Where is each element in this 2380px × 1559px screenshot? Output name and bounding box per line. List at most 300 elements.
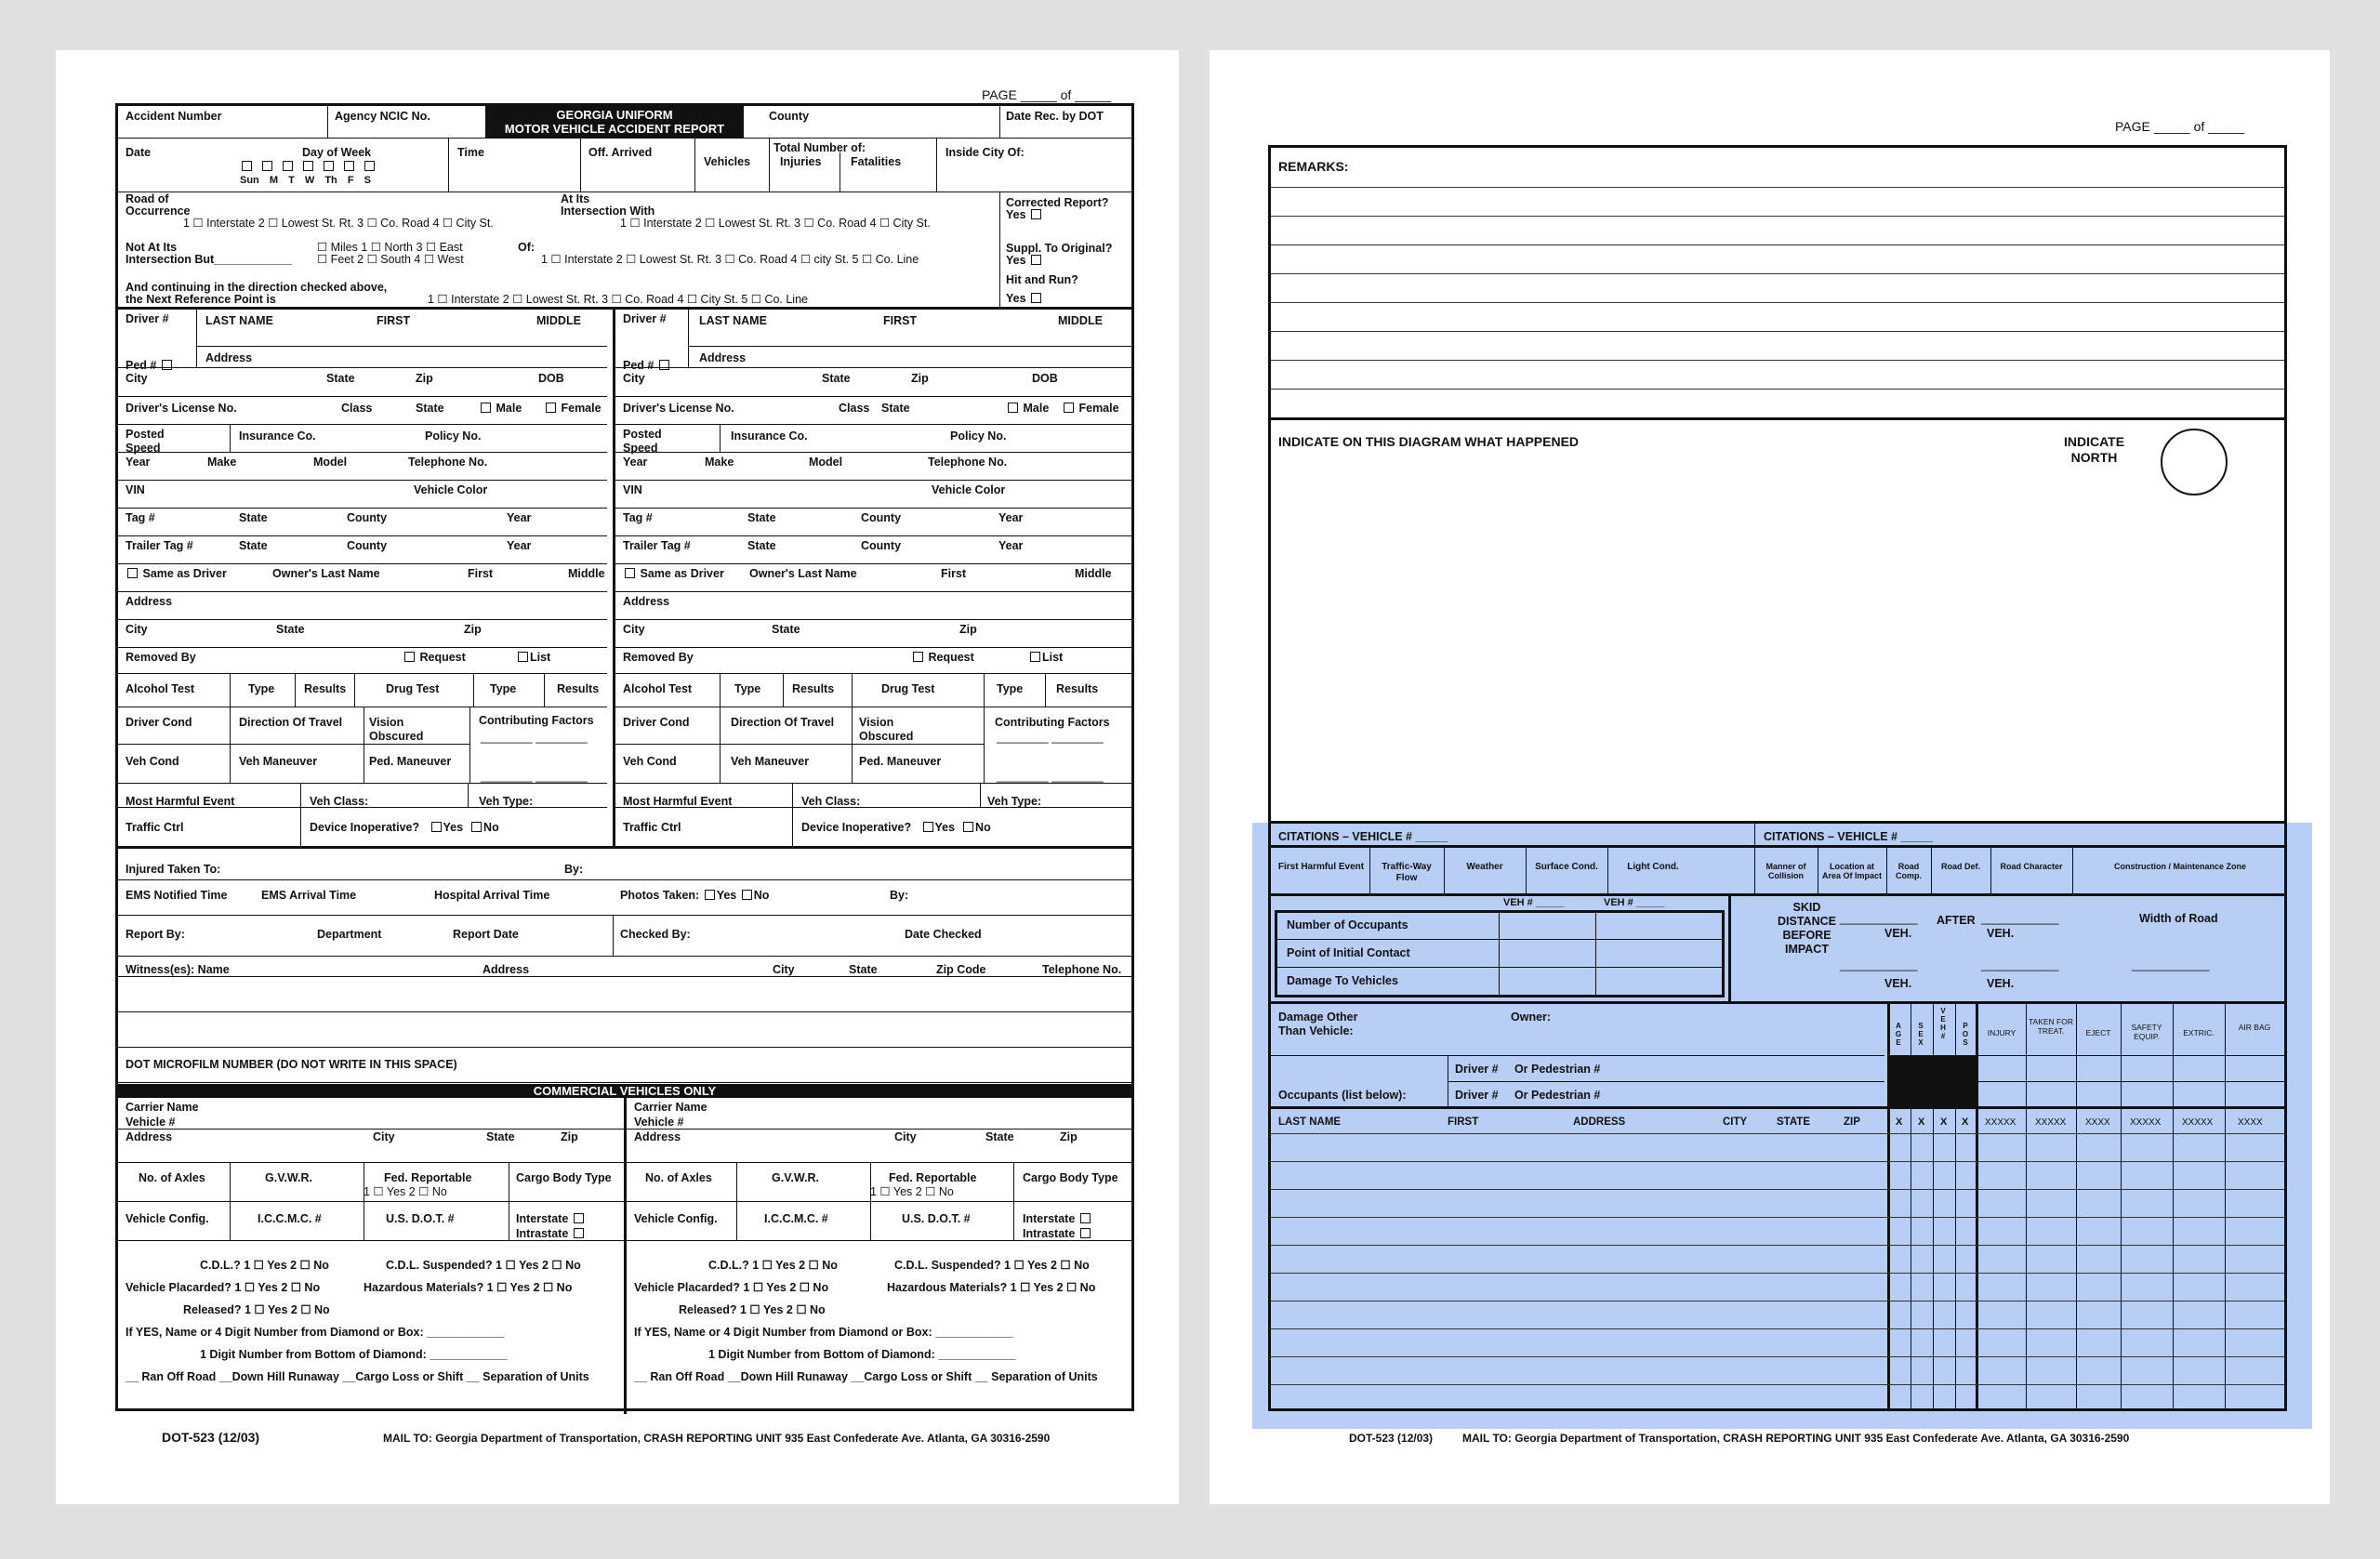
continuing-label: And continuing in the direction checked above, [126,281,388,294]
mail-to-address: MAIL TO: Georgia Department of Transportation, CRASH REPORTING UNIT 935 East Confederate Ave. Atlanta, GA 30316-2590 [1462,1432,2130,1445]
suppl-yes[interactable]: Yes [1006,254,1043,268]
form-title-line2: MOTOR VEHICLE ACCIDENT REPORT [504,122,725,136]
skid-veh-label-2: VEH. [1987,927,2015,940]
carrier-state-label: State [985,1130,1014,1143]
veh-num-2: VEH # _____ [1604,897,1665,908]
county-label: County [769,110,810,123]
usdot-label: U.S. D.O.T. # [902,1212,971,1225]
eject-header: EJECT [2085,1028,2111,1037]
checked-by-label: Checked By: [620,928,691,941]
trailer-county-label: County [861,539,902,552]
cdl-options[interactable]: C.D.L.? 1 ☐ Yes 2 ☐ No [708,1259,838,1272]
same-as-driver-checkbox[interactable]: Same as Driver [623,567,724,581]
intrastate-checkbox[interactable]: Intrastate [516,1227,586,1241]
injury-x: XXXXX [1985,1117,2016,1128]
commercial-left [118,106,624,1414]
time-label: Time [457,146,484,159]
tag-label: Tag # [126,511,155,524]
witness-phone-label: Telephone No. [1042,963,1122,976]
veh-x: X [1940,1116,1948,1128]
veh-num-header: V E H # [1940,1007,1946,1040]
report-page-2 [1210,50,2330,1504]
drug-test-label: Drug Test [386,682,440,695]
carrier-zip-label: Zip [561,1130,578,1143]
gvwr-label: G.V.W.R. [772,1171,819,1184]
drug-type-label: Type [997,682,1024,695]
not-at-its-label: Not At Its [126,241,178,254]
alcohol-test-label: Alcohol Test [623,682,693,695]
accident-number-label: Accident Number [126,110,222,123]
witness-address-label: Address [483,963,530,976]
owner-city-label: City [126,623,148,636]
of-label: Of: [518,241,536,254]
tag-state-label: State [747,511,776,524]
remarks-label: REMARKS: [1278,159,1349,174]
skid-veh-label-4: VEH. [1987,977,2015,990]
ems-notified-label: EMS Notified Time [126,889,228,902]
tag-year-label: Year [507,511,532,524]
trailer-state-label: State [747,539,776,552]
diamond-number-field[interactable]: If YES, Name or 4 Digit Number from Diamond or Box: ____________ [634,1326,1013,1339]
veh-type-label: Veh Type: [479,795,534,808]
occupants-list-label: Occupants (list below): [1278,1089,1407,1102]
vehicle-color-label: Vehicle Color [932,483,1006,496]
at-its-label: At Its [561,192,590,205]
page-number-label: PAGE _____ of _____ [982,87,1112,102]
injury-header: INJURY [1987,1028,2016,1037]
owner-first-label: First [941,567,967,580]
model-label: Model [809,456,843,469]
corrected-yes[interactable]: Yes [1006,208,1043,222]
light-cond-header: Light Cond. [1627,862,1679,872]
witness-zip-label: Zip Code [936,963,986,976]
posted-speed-label: Posted Speed [623,428,662,455]
diagram-instructions: INDICATE ON THIS DIAGRAM WHAT HAPPENED [1278,434,1580,449]
witness-name-label: Witness(es): Name [126,963,230,976]
road-comp-header: Road Comp. [1896,862,1922,881]
vehicle-num-label: Vehicle # [126,1116,176,1129]
carrier-name-label: Carrier Name [634,1101,707,1114]
telephone-label: Telephone No. [928,456,1008,469]
driver-cond-label: Driver Cond [126,716,192,729]
manner-collision-header: Manner of Collision [1765,862,1806,881]
injured-by-label: By: [564,863,584,876]
zip-label: Zip [911,372,929,385]
contributing-factors-label: Contributing Factors [995,716,1110,729]
driver-num-2: Driver # Or Pedestrian # [1455,1089,1601,1102]
commercial-right [627,106,1134,1414]
middle-name-label: MIDDLE [1058,314,1103,327]
safety-equip-header: SAFETY EQUIP. [2131,1023,2162,1041]
inside-city-label: Inside City Of: [945,146,1025,159]
hit-run-yes[interactable]: Yes [1006,292,1043,306]
mail-to-address: MAIL TO: Georgia Department of Transportation, CRASH REPORTING UNIT 935 East Confederate Ave. Atlanta, GA 30316-2590 [383,1432,1051,1445]
alcohol-type-label: Type [248,682,275,695]
one-digit-field[interactable]: 1 Digit Number from Bottom of Diamond: ____________ [708,1348,1016,1361]
license-state-label: State [881,402,910,415]
hospital-arrival-label: Hospital Arrival Time [434,889,550,902]
vehicle-config-label: Vehicle Config. [634,1212,718,1225]
report-by-label: Report By: [126,928,185,941]
male-checkbox[interactable]: Male [479,402,522,416]
damage-other-label: Damage Other Than Vehicle: [1278,1011,1358,1037]
department-label: Department [317,928,382,941]
skid-distance-label: SKID DISTANCE BEFORE IMPACT [1778,901,1836,956]
one-digit-field[interactable]: 1 Digit Number from Bottom of Diamond: ____________ [200,1348,508,1361]
sex-x: X [1918,1116,1925,1128]
off-arrived-label: Off. Arrived [588,146,653,159]
carrier-state-label: State [486,1130,515,1143]
remarks-diagram-form: REMARKS: INDICATE ON THIS DIAGRAM WHAT HAPPENED INDICATE NORTH CITATIONS – VEHICLE # _____ CITATIONS – VEHICLE # _____ First Harmful Event Traffic-Way Flow Weather Surface Cond. Light Cond. Manner of Collision Location at Area Of Impact Road Comp. Road Def. Road Character Construction / Maintenance Zone VEH # _____ VEH # _____ Number of Occupants Point of Initial Contact Damage To Vehicles SKID DISTANCE BEFORE IMPACT ____________ AFTER ____________ VEH. VEH. Width of Road ____________ ____________ ____________ VEH. VEH. Damage Other Than Vehicle: Owner: Driver # Or Pedestrian # Occupants (list below): Driver # Or Pedestrian # A G E S E X V E H # P O S INJURY TAKEN FOR TREAT. EJECT SAFETY EQUIP. EXTRIC. AIR BAG LAST NAME FIRST ADDRESS CITY STATE ZIP X X X X XXXXX XXXXX XXXX XXXXX XXXXX XXXX [1268,145,2287,1411]
dob-label: DOB [538,372,564,385]
vehicle-color-label: Vehicle Color [414,483,488,496]
list-checkbox[interactable]: List [1028,651,1063,665]
female-checkbox[interactable]: Female [1062,402,1119,416]
interstate-checkbox[interactable]: Interstate [516,1212,586,1226]
iccmc-label: I.C.C.M.C. # [764,1212,828,1225]
fed-reportable-label: Fed. Reportable [889,1171,977,1184]
driver-num-label: Driver # [623,312,667,325]
owner-state-label: State [772,623,800,636]
pos-x: X [1962,1116,1969,1128]
air-bag-header: AIR BAG [2238,1023,2271,1032]
device-inoperative-label[interactable]: Device Inoperative? Yes No [801,821,991,834]
state-label: State [822,372,851,385]
of-type-options[interactable]: 1 ☐ Interstate 2 ☐ Lowest St. Rt. 3 ☐ Co. Road 4 ☐ city St. 5 ☐ Co. Line [541,253,919,266]
alcohol-type-label: Type [734,682,761,695]
photos-by-label: By: [890,889,909,902]
telephone-label: Telephone No. [408,456,488,469]
tag-county-label: County [347,511,388,524]
trailer-year-label: Year [507,539,532,552]
driver-num-1: Driver # Or Pedestrian # [1455,1063,1601,1076]
most-harmful-label: Most Harmful Event [623,795,733,808]
license-label: Driver's License No. [126,402,237,415]
ped-num-checkbox[interactable]: Ped # [623,359,671,373]
total-number-label: Total Number of: [774,141,866,154]
tag-state-label: State [239,511,268,524]
owner-middle-label: Middle [1075,567,1112,580]
date-rec-label: Date Rec. by DOT [1006,110,1104,123]
ped-maneuver-label: Ped. Maneuver [859,755,942,768]
report-page-1 [56,50,1179,1504]
request-checkbox[interactable]: Request [403,651,466,665]
owner-address-label: Address [623,595,670,608]
point-contact-label: Point of Initial Contact [1287,946,1410,959]
trailer-year-label: Year [998,539,1024,552]
trailer-county-label: County [347,539,388,552]
intersection-but-label: Intersection But____________ [126,253,292,266]
veh-num-1: VEH # _____ [1503,897,1565,908]
license-label: Driver's License No. [623,402,734,415]
posted-speed-label: Posted Speed [126,428,165,455]
trailer-tag-label: Trailer Tag # [623,539,691,552]
commercial-banner: COMMERCIAL VEHICLES ONLY [118,1084,1131,1098]
first-name-label: FIRST [377,314,411,327]
contributing-factors-label: Contributing Factors [479,714,594,727]
safety-x: XXXXX [2130,1117,2162,1128]
sex-header: S E X [1918,1022,1924,1047]
axles-label: No. of Axles [139,1171,205,1184]
traffic-ctrl-label: Traffic Ctrl [126,821,184,834]
device-inoperative-label[interactable]: Device Inoperative? Yes No [310,821,499,834]
ems-arrival-label: EMS Arrival Time [261,889,357,902]
hit-and-run-label: Hit and Run? [1006,273,1078,286]
photos-taken-checkboxes[interactable]: Photos Taken: Yes No [620,889,770,902]
surface-cond-header: Surface Cond. [1535,862,1598,872]
taken-x: XXXXX [2035,1117,2067,1128]
occ-state-header: STATE [1777,1116,1810,1128]
runoff-options[interactable]: __ Ran Off Road __Down Hill Runaway __Cargo Loss or Shift __ Separation of Units [634,1370,1098,1383]
weather-header: Weather [1466,862,1503,872]
removed-by-label: Removed By [623,651,694,664]
license-state-label: State [416,402,444,415]
released-options[interactable]: Released? 1 ☐ Yes 2 ☐ No [679,1303,826,1316]
date-checked-label: Date Checked [905,928,982,941]
direction-travel-label: Direction Of Travel [239,716,343,729]
occ-city-header: CITY [1723,1116,1748,1128]
width-road-label: Width of Road [2139,912,2218,925]
address-label: Address [699,351,747,364]
direction-travel-label: Direction Of Travel [731,716,835,729]
city-label: City [126,372,148,385]
placarded-options[interactable]: Vehicle Placarded? 1 ☐ Yes 2 ☐ No [634,1281,829,1294]
cargo-body-label: Cargo Body Type [516,1171,612,1184]
day-of-week-label: Day of Week [302,146,372,159]
carrier-city-label: City [373,1130,395,1143]
vision-obscured-label: Vision Obscured [369,716,424,743]
agency-ncic-label: Agency NCIC No. [335,110,430,123]
citations-vehicle-1: CITATIONS – VEHICLE # _____ [1278,830,1448,843]
gvwr-label: G.V.W.R. [265,1171,312,1184]
axles-label: No. of Axles [645,1171,712,1184]
owner-last-name-label: Owner's Last Name [272,567,380,580]
interstate-checkbox[interactable]: Interstate [1023,1212,1092,1226]
injured-taken-label: Injured Taken To: [126,863,221,876]
road-character-header: Road Character [2000,862,2063,871]
cdl-suspended-options[interactable]: C.D.L. Suspended? 1 ☐ Yes 2 ☐ No [386,1259,581,1272]
road-type-options[interactable]: 1 ☐ Interstate 2 ☐ Lowest St. Rt. 3 ☐ Co. Road 4 ☐ City St. [183,217,494,230]
intersection-with-label: Intersection With [561,205,655,218]
owner-zip-label: Zip [959,623,977,636]
policy-label: Policy No. [950,429,1007,443]
class-label: Class [341,402,373,415]
skid-veh-label-1: VEH. [1884,927,1912,940]
driver-num-label: Driver # [126,312,169,325]
date-label: Date [126,146,152,159]
ped-num-checkbox[interactable]: Ped # [126,359,174,373]
city-label: City [623,372,645,385]
iccmc-label: I.C.C.M.C. # [258,1212,322,1225]
page-number-label: PAGE _____ of _____ [2115,119,2245,134]
owner-address-label: Address [126,595,173,608]
day-labels: Sun M T W Th F S [240,175,371,186]
year-label: Year [126,456,151,469]
fed-reportable-options[interactable]: 1 ☐ Yes 2 ☐ No [364,1185,447,1198]
north-compass-circle[interactable] [2161,429,2228,495]
first-name-label: FIRST [883,314,918,327]
tag-year-label: Year [998,511,1024,524]
released-options[interactable]: Released? 1 ☐ Yes 2 ☐ No [183,1303,330,1316]
suppl-original-label: Suppl. To Original? [1006,242,1113,255]
occ-first-header: FIRST [1448,1116,1479,1128]
dob-label: DOB [1032,372,1058,385]
vin-label: VIN [126,483,145,496]
next-reference-label: the Next Reference Point is [126,293,276,306]
veh-type-label: Veh Type: [987,795,1042,808]
extric-header: EXTRIC. [2183,1028,2215,1037]
extric-x: XXXXX [2182,1117,2214,1128]
road-def-header: Road Def. [1940,862,1980,871]
driver-cond-label: Driver Cond [623,716,690,729]
drug-test-label: Drug Test [881,682,935,695]
fed-reportable-options[interactable]: 1 ☐ Yes 2 ☐ No [870,1185,954,1198]
citations-vehicle-2: CITATIONS – VEHICLE # _____ [1764,830,1934,843]
fed-reportable-label: Fed. Reportable [384,1171,472,1184]
make-label: Make [705,456,734,469]
carrier-address-label: Address [634,1130,681,1143]
alcohol-results-label: Results [304,682,347,695]
alcohol-results-label: Results [792,682,835,695]
indicate-north-label: INDICATE NORTH [2064,434,2125,465]
veh-cond-label: Veh Cond [126,755,179,768]
diamond-number-field[interactable]: If YES, Name or 4 Digit Number from Diamond or Box: ____________ [126,1326,505,1339]
intrastate-checkbox[interactable]: Intrastate [1023,1227,1092,1241]
skid-veh-label-3: VEH. [1884,977,1912,990]
traffic-way-header: Traffic-Way Flow [1382,862,1432,883]
cdl-suspended-options[interactable]: C.D.L. Suspended? 1 ☐ Yes 2 ☐ No [894,1259,1090,1272]
placarded-options[interactable]: Vehicle Placarded? 1 ☐ Yes 2 ☐ No [126,1281,321,1294]
cdl-options[interactable]: C.D.L.? 1 ☐ Yes 2 ☐ No [200,1259,329,1272]
report-date-label: Report Date [453,928,519,941]
miles-direction-options[interactable]: ☐ Miles 1 ☐ North 3 ☐ East [317,241,463,254]
hazmat-options[interactable]: Hazardous Materials? 1 ☐ Yes 2 ☐ No [887,1281,1096,1294]
microfilm-label: DOT MICROFILM NUMBER (DO NOT WRITE IN THIS SPACE) [126,1058,457,1071]
address-label: Address [205,351,253,364]
owner-last-name-label: Owner's Last Name [749,567,857,580]
ped-maneuver-label: Ped. Maneuver [369,755,452,768]
owner-state-label: State [276,623,305,636]
owner-zip-label: Zip [464,623,482,636]
vehicles-label: Vehicles [704,155,751,168]
tag-label: Tag # [623,511,653,524]
trailer-tag-label: Trailer Tag # [126,539,193,552]
insurance-label: Insurance Co. [239,429,316,443]
vehicle-num-label: Vehicle # [634,1116,684,1129]
occ-address-header: ADDRESS [1573,1116,1626,1128]
tag-county-label: County [861,511,902,524]
first-harmful-header: First Harmful Event [1277,862,1365,872]
drug-results-label: Results [557,682,600,695]
location-impact-header: Location at Area Of Impact [1821,862,1883,881]
road-of-label: Road of [126,192,169,205]
construction-zone-header: Construction / Maintenance Zone [2113,862,2246,871]
last-name-label: LAST NAME [205,314,273,327]
eject-x: XXXX [2085,1117,2110,1128]
carrier-city-label: City [894,1130,917,1143]
carrier-name-label: Carrier Name [126,1101,199,1114]
number-occupants-label: Number of Occupants [1287,918,1408,931]
carrier-zip-label: Zip [1060,1130,1078,1143]
alcohol-test-label: Alcohol Test [126,682,195,695]
middle-name-label: MIDDLE [536,314,581,327]
zip-label: Zip [416,372,433,385]
same-as-driver-checkbox[interactable]: Same as Driver [126,567,227,581]
class-label: Class [839,402,870,415]
vehicle-config-label: Vehicle Config. [126,1212,209,1225]
veh-cond-label: Veh Cond [623,755,677,768]
state-label: State [326,372,355,385]
age-x: X [1896,1116,1903,1128]
form-code: DOT-523 (12/03) [1349,1432,1434,1445]
corrected-report-label: Corrected Report? [1006,196,1109,209]
runoff-options[interactable]: __ Ran Off Road __Down Hill Runaway __Cargo Loss or Shift __ Separation of Units [126,1370,589,1383]
usdot-label: U.S. D.O.T. # [386,1212,455,1225]
insurance-label: Insurance Co. [731,429,808,443]
veh-class-label: Veh Class: [801,795,861,808]
model-label: Model [313,456,348,469]
driver-rows-shaded-cells [1888,1056,1976,1107]
owner-middle-label: Middle [568,567,605,580]
intersection-type-options[interactable]: 1 ☐ Interstate 2 ☐ Lowest St. Rt. 3 ☐ Co. Road 4 ☐ City St. [620,217,931,230]
most-harmful-label: Most Harmful Event [126,795,235,808]
female-checkbox[interactable]: Female [544,402,602,416]
fatalities-label: Fatalities [851,155,902,168]
removed-by-label: Removed By [126,651,196,664]
veh-maneuver-label: Veh Maneuver [731,755,810,768]
veh-maneuver-label: Veh Maneuver [239,755,318,768]
airbag-x: XXXX [2238,1117,2263,1128]
traffic-ctrl-label: Traffic Ctrl [623,821,681,834]
form-code: DOT-523 (12/03) [162,1430,260,1445]
owner-label: Owner: [1511,1011,1552,1024]
pos-header: P O S [1962,1022,1969,1047]
damage-vehicles-label: Damage To Vehicles [1287,974,1398,987]
list-checkbox[interactable]: List [516,651,550,665]
policy-label: Policy No. [425,429,482,443]
veh-class-label: Veh Class: [310,795,369,808]
taken-treat-header: TAKEN FOR TREAT. [2028,1017,2073,1036]
male-checkbox[interactable]: Male [1006,402,1049,416]
skid-after-label: AFTER [1937,914,1976,927]
witness-state-label: State [849,963,878,976]
vehicle-contact-table [1275,910,1725,997]
cargo-body-label: Cargo Body Type [1023,1171,1118,1184]
injuries-label: Injuries [780,155,822,168]
age-header: A G E [1895,1022,1902,1047]
owner-city-label: City [623,623,645,636]
vision-obscured-label: Vision Obscured [859,716,914,743]
year-label: Year [623,456,648,469]
feet-direction-options[interactable]: ☐ Feet 2 ☐ South 4 ☐ West [317,253,464,266]
last-name-label: LAST NAME [699,314,767,327]
request-checkbox[interactable]: Request [911,651,974,665]
trailer-state-label: State [239,539,268,552]
carrier-address-label: Address [126,1130,173,1143]
accident-report-form: Accident Number Agency NCIC No. GEORGIA UNIFORM MOTOR VEHICLE ACCIDENT REPORT County Date Rec. by DOT Date Day of Week Sun M T W Th F S Time Off. Arrived Vehicles Total Number of: Injuries Fatalities Inside City Of: Road of Occurrence 1 ☐ Interstate 2 ☐ Lowest St. Rt. 3 ☐ Co. Road 4 ☐ City St. At Its Intersection With 1 ☐ Interstate 2 ☐ Lowest St. Rt. 3 ☐ Co. Road 4 ☐ City St. Not At Its Intersection But____________ ☐ Miles 1 ☐ North 3 ☐ East ☐ Feet 2 ☐ South 4 ☐ West Of: 1 ☐ Interstate 2 ☐ Lowest St. Rt. 3 ☐ Co. Road 4 ☐ city St. 5 ☐ Co. Line And continuing in the direction checked above, the Next Reference Point is 1 ☐ Interstate 2 ☐ Lowest St. Rt. 3 ☐ Co. Road 4 ☐ City St. 5 ☐ Co. Line Corrected Report? Yes Suppl. To Original? Yes Hit and Run? Yes Driver # Ped # LAST NAME FIRST MIDDLE Address City State Zip DOB Driver's License No. Class State Male Female Posted Speed Insurance Co. Policy No. Year Make Model Telephone No. VIN Vehicle Color Tag # State County Year Trailer Tag # State County Year Same as Driver Owner's Last Name First Middle Address City State Zip Removed By Request List Alcohol Test Type Results Drug Test Type Results Driver Cond Direction Of Travel Vision Obscured Contributing Factors ________ ________ ________ ________ Veh Cond Veh Maneuver Ped. Maneuver Most Harmful Event Veh Class: Veh Type: Traffic Ctrl Device Inoperative? Yes No Driver # Ped # LAST NAME FIRST MIDDLE Address City State Zip DOB Driver's License No. Class State Male Female Posted Speed Insurance Co. Policy No. Year Make Model Telephone No. VIN Vehicle Color Tag # State County Year Trailer Tag # State County Year Same as Driver Owner's Last Name First Middle Address City State Zip Removed By Request List Alcohol Test Type Results Drug Test Type Results Driver Cond Direction Of Travel Vision Obscured Contributing Factors ________ ________ ________ ________ Veh Cond Veh Maneuver Ped. Maneuver Most Harmful Event Veh Class: Veh Type: Traffic Ctrl Device Inoperative? Yes No Injured Taken To: By: EMS Notified Time EMS Arrival Time Hospital Arrival Time Photos Taken: Yes No By: Report By: Department Report Date Checked By: Date Checked Witness(es): Name Address City State Zip Code Telephone No. DOT MICROFILM NUMBER (DO NOT WRITE IN THIS SPACE) COMMERCIAL VEHICLES ONLY Carrier Name Vehicle # Address City State Zip No. of Axles G.V.W.R. Fed. Reportable 1 ☐ Yes 2 ☐ No Cargo Body Type Vehicle Config. I.C.C.M.C. # U.S. D.O.T. # Interstate Intrastate C.D.L.? 1 ☐ Yes 2 ☐ No C.D.L. Suspended? 1 ☐ Yes 2 ☐ No Vehicle Placarded? 1 ☐ Yes 2 ☐ No Hazardous Materials? 1 ☐ Yes 2 ☐ No Released? 1 ☐ Yes 2 ☐ No If YES, Name or 4 Digit Number from Diamond or Box: ____________ 1 Digit Number from Bottom of Diamond: ____________ __ Ran Off Road __Down Hill Runaway __Cargo Loss or Shift __ Separation of Units Carrier Name Vehicle # Address City State Zip No. of Axles G.V.W.R. Fed. Reportable 1 ☐ Yes 2 ☐ No Cargo Body Type Vehicle Config. I.C.C.M.C. # U.S. D.O.T. # Interstate Intrastate C.D.L.? 1 ☐ Yes 2 ☐ No C.D.L. Suspended? 1 ☐ Yes 2 ☐ No Vehicle Placarded? 1 ☐ Yes 2 ☐ No Hazardous Materials? 1 ☐ Yes 2 ☐ No Released? 1 ☐ Yes 2 ☐ No If YES, Name or 4 Digit Number from Diamond or Box: ____________ 1 Digit Number from Bottom of Diamond: ____________ __ Ran Off Road __Down Hill Runaway __Cargo Loss or Shift __ Separation of Units [115,103,1134,1411]
driver-2-section: Driver # Ped # LAST NAME FIRST MIDDLE Address City State Zip DOB Driver's License No. Class State Male Female Posted Speed Insurance Co. Policy No. Year Make Model Telephone No. VIN Vehicle Color Tag # State County Year Trailer Tag # State County Year Same as Driver Owner's Last Name First Middle Address City State Zip Removed By Request List Alcohol Test Type Results Drug Test Type Results Driver Cond Direction Of Travel Vision Obscured Contributing Factors ________ ________ ________ ________ Veh Cond Veh Maneuver Ped. Maneuver Most Harmful Event Veh Class: Veh Type: Traffic Ctrl Device Inoperative? Yes No [615,106,1134,850]
form-title-line1: GEORGIA UNIFORM [556,108,673,122]
hazmat-options[interactable]: Hazardous Materials? 1 ☐ Yes 2 ☐ No [364,1281,573,1294]
occ-zip-header: ZIP [1844,1116,1860,1128]
occ-last-name-header: LAST NAME [1278,1116,1342,1128]
vin-label: VIN [623,483,642,496]
make-label: Make [207,456,237,469]
owner-first-label: First [468,567,494,580]
next-ref-type-options[interactable]: 1 ☐ Interstate 2 ☐ Lowest St. Rt. 3 ☐ Co. Road 4 ☐ City St. 5 ☐ Co. Line [428,293,808,306]
witness-city-label: City [773,963,795,976]
drug-results-label: Results [1056,682,1099,695]
